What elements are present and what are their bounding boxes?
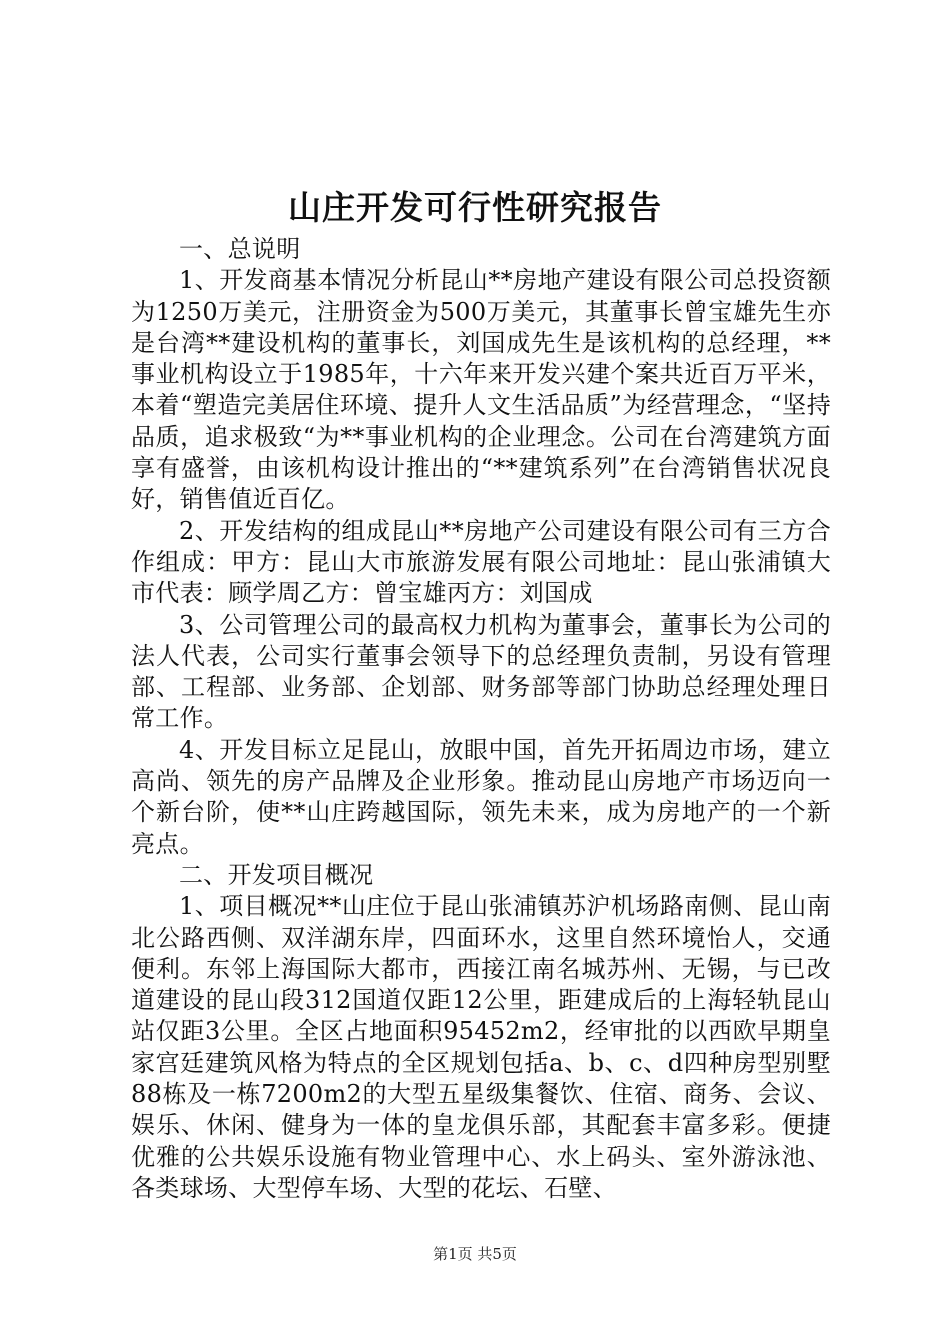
document-title: 山庄开发可行性研究报告	[288, 188, 662, 227]
page-footer: 第1页 共5页	[433, 1245, 517, 1263]
paragraph-project-overview: 1、项目概况**山庄位于昆山张浦镇苏沪机场路南侧、昆山南北公路西侧、双洋湖东岸，四面环水，这里自然环境怡人，交通便利。东邻上海国际大都市，西接江南名城苏州、无锡，与已改道建设的昆山段312国道仅距12公里，距建成后的上海轻轨昆山站仅距3公里。全区占地面积95452m2，经审批的以西欧早期皇家宫廷建筑风格为特点的全区规划包括a、b、c、d四种房型别墅88栋及一栋7200m2的大型五星级集餐饮、住宿、商务、会议、娱乐、休闲、健身为一体的皇龙俱乐部，其配套丰富多彩。便捷优雅的公共娱乐设施有物业管理中心、水上码头、室外游泳池、各类球场、大型停车场、大型的花坛、石壁、	[131, 892, 831, 1202]
paragraph-developer-info: 1、开发商基本情况分析昆山**房地产建设有限公司总投资额为1250万美元，注册资金为500万美元，其董事长曾宝雄先生亦是台湾**建设机构的董事长，刘国成先生是该机构的总经理，**事业机构设立于1985年，十六年来开发兴建个案共近百万平米，本着“塑造完美居住环境、提升人文生活品质”为经营理念，“坚持品质，追求极致“为**事业机构的企业理念。公司在台湾建筑方面享有盛誉，由该机构设计推出的“**建筑系列”在台湾销售状况良好，销售值近百亿。	[131, 266, 831, 514]
document-body	[131, 234, 831, 1204]
section-heading-project: 二、开发项目概况	[179, 860, 374, 889]
paragraph-goals: 4、开发目标立足昆山，放眼中国，首先开拓周边市场，建立高尚、领先的房产品牌及企业形象。推动昆山房地产市场迈向一个新台阶，使**山庄跨越国际，领先未来，成为房地产的一个新亮点。	[131, 735, 831, 858]
paragraph-structure: 2、开发结构的组成昆山**房地产公司建设有限公司有三方合作组成：甲方：昆山大市旅游发展有限公司地址：昆山张浦镇大市代表：顾学周乙方：曾宝雄丙方：刘国成	[131, 516, 831, 608]
section-heading-general: 一、总说明	[179, 235, 301, 263]
paragraph-management: 3、公司管理公司的最高权力机构为董事会，董事长为公司的法人代表，公司实行董事会领导下的总经理负责制，另设有管理部、工程部、业务部、企划部、财务部等部门协助总经理处理日常工作。	[131, 610, 831, 733]
